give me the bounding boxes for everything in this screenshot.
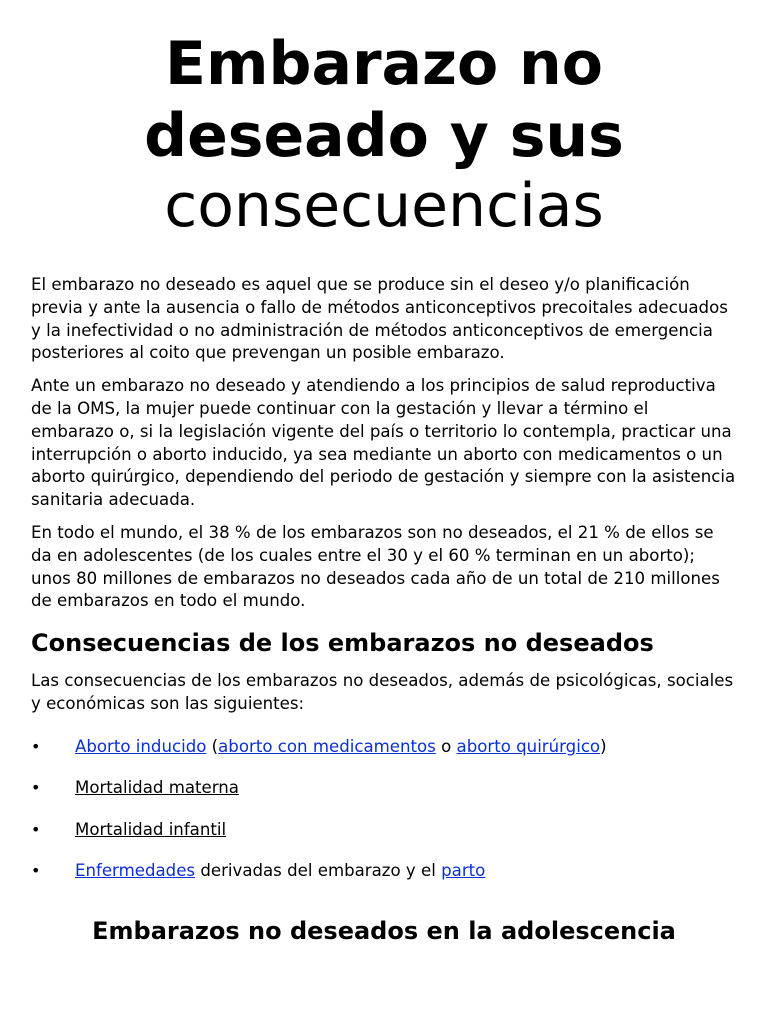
bullet: • <box>31 861 41 881</box>
article-body <box>31 274 736 902</box>
paragraph-statistics: En todo el mundo, el 38 % de los embarazos son no deseados, el 21 % de ellos se da en adolescentes (de los cuales entre el 30 y el 60 % terminan en un aborto); unos 80 millones de embarazos no deseados cada año de un total de 210 millones de embarazos en todo el mundo. <box>31 522 720 611</box>
paragraph-definition: El embarazo no deseado es aquel que se produce sin el deseo y/o planificación previa y ante la ausencia o fallo de métodos anticonceptivos precoitales adecuados y la inefectividad o no administración de métodos anticonceptivos de emergencia posteriores al coito que prevengan un posible embarazo. <box>31 275 728 363</box>
consequences-list <box>31 736 736 883</box>
link-aborto-con-medicamentos[interactable]: aborto con medicamentos <box>218 736 436 756</box>
link-enfermedades[interactable]: Enfermedades <box>75 861 196 881</box>
subheading-adolescencia: Embarazos no deseados en la adolescencia <box>92 917 676 945</box>
list-item <box>31 736 736 758</box>
bullet: • <box>31 819 41 839</box>
link-aborto-quirurgico[interactable]: aborto quirúrgico <box>456 736 601 756</box>
section-intro: Las consecuencias de los embarazos no deseados, además de psicológicas, sociales y económicas son las siguientes: <box>31 671 734 713</box>
list-text: ) <box>600 736 607 756</box>
title-line-2: deseado y sus <box>144 101 624 171</box>
bullet: • <box>31 736 41 756</box>
list-text-mortalidad-materna: Mortalidad materna <box>75 778 239 798</box>
bullet: • <box>31 778 41 798</box>
link-parto[interactable]: parto <box>441 861 486 881</box>
page-title <box>0 28 768 241</box>
link-aborto-inducido[interactable]: Aborto inducido <box>75 736 207 756</box>
title-line-1: Embarazo no <box>165 29 603 99</box>
list-item <box>31 777 736 799</box>
title-line-3: consecuencias <box>164 171 604 241</box>
list-text: ( <box>206 736 219 756</box>
paragraph-oms: Ante un embarazo no deseado y atendiendo a los principios de salud reproductiva de la OMS, la mujer puede continuar con la gestación y llevar a término el embarazo o, si la legislación vigente del país o territorio lo contempla, practicar una interrupción o aborto inducido, ya sea mediante un aborto con medicamentos o un aborto quirúrgico, dependiendo del periodo de gestación y siempre con la asistencia sanitaria adecuada. <box>31 376 736 510</box>
list-item <box>31 819 736 841</box>
list-text: derivadas del embarazo y el <box>195 861 442 881</box>
list-text-mortalidad-infantil: Mortalidad infantil <box>75 819 227 839</box>
section-heading: Consecuencias de los embarazos no deseados <box>31 629 654 658</box>
list-text: o <box>435 736 457 756</box>
list-item <box>31 860 736 882</box>
